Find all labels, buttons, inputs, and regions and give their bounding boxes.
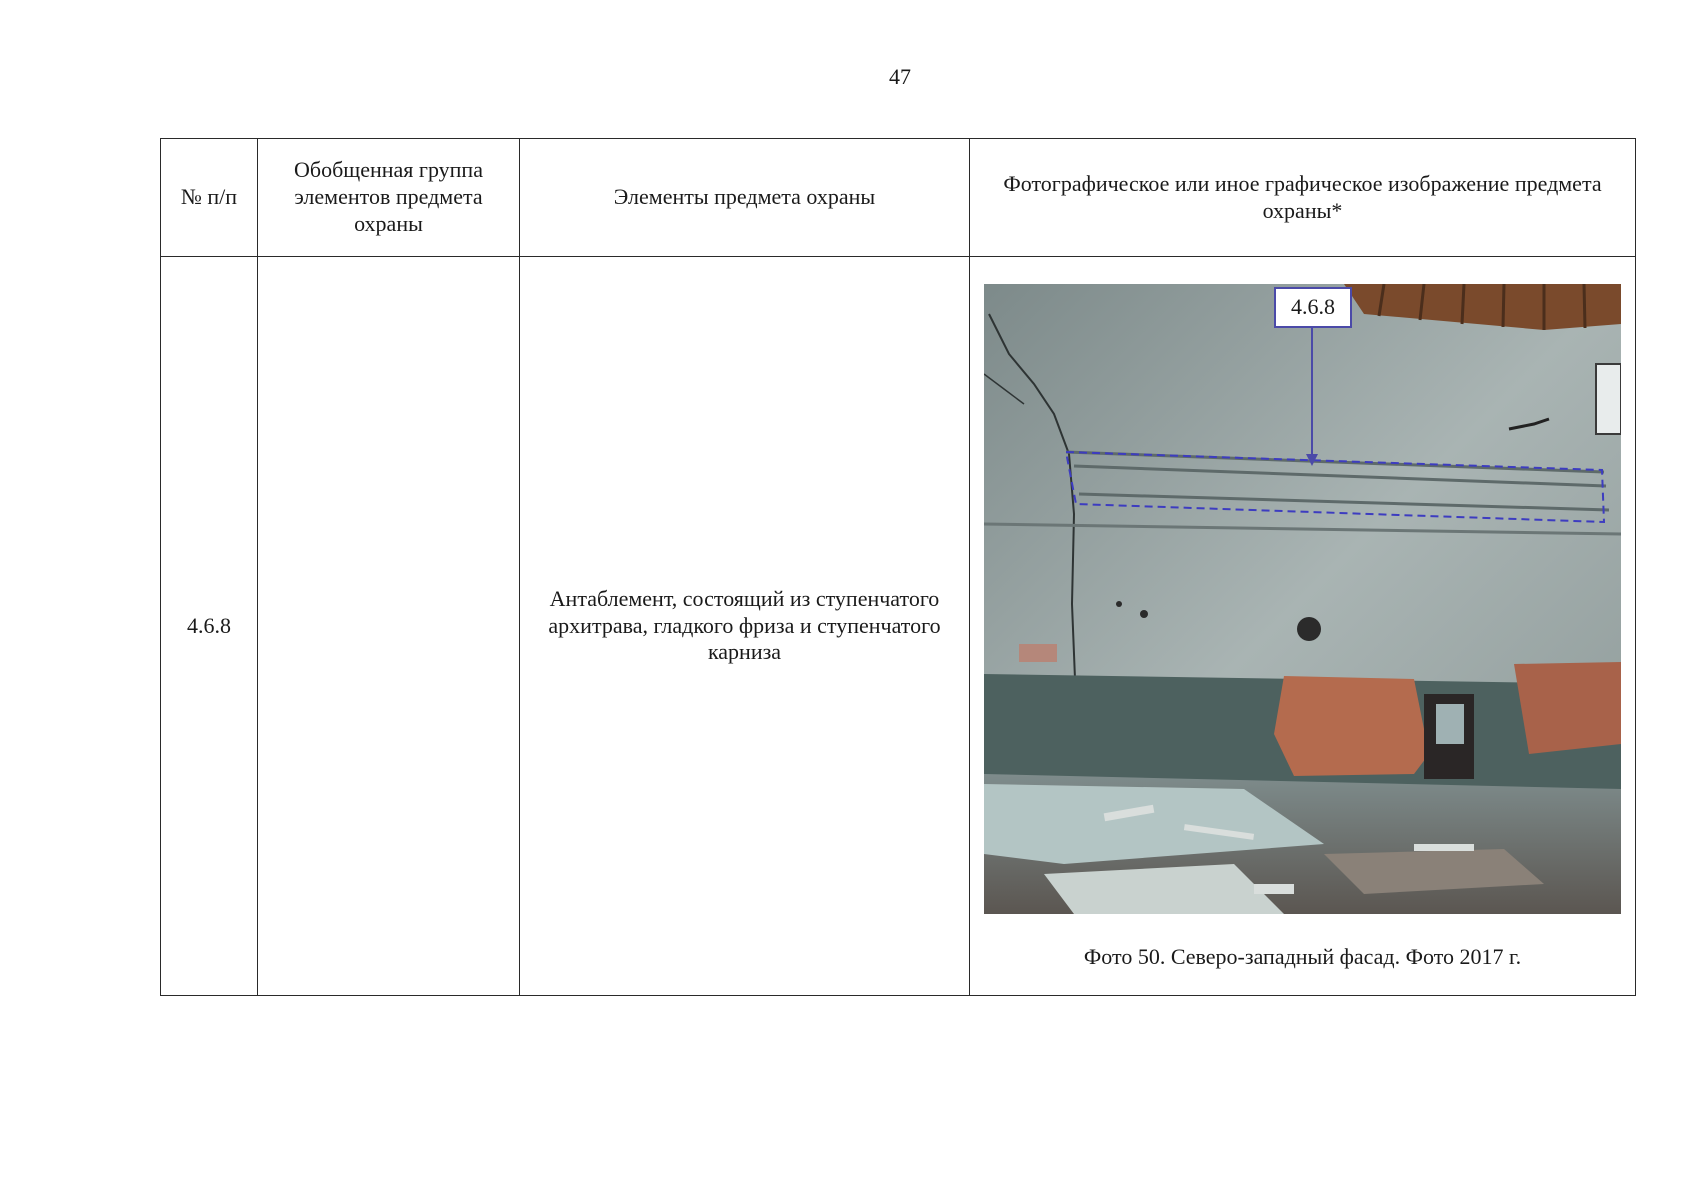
header-elements: Элементы предмета охраны (520, 139, 970, 257)
cell-photo (970, 257, 1636, 996)
cell-elements: Антаблемент, состоящий из ступенчатого архитрава, гладкого фриза и ступенчатого карниза (520, 257, 970, 996)
photo-caption: Фото 50. Северо-западный фасад. Фото 2017 г. (1083, 944, 1522, 969)
table-header-row (161, 139, 1636, 257)
cell-number: 4.6.8 (161, 257, 258, 996)
header-group: Обобщенная группа элементов предмета охраны (258, 139, 520, 257)
header-photo: Фотографическое или иное графическое изображение предмета охраны* (970, 139, 1636, 257)
photo-callout-label: 4.6.8 (1274, 287, 1352, 328)
header-number: № п/п (161, 139, 258, 257)
facade-photo-image (984, 284, 1621, 914)
cell-group (258, 257, 520, 996)
page-number: 47 (889, 64, 911, 89)
protection-table (160, 138, 1636, 996)
facade-photo (984, 284, 1621, 914)
table-row (161, 257, 1636, 996)
